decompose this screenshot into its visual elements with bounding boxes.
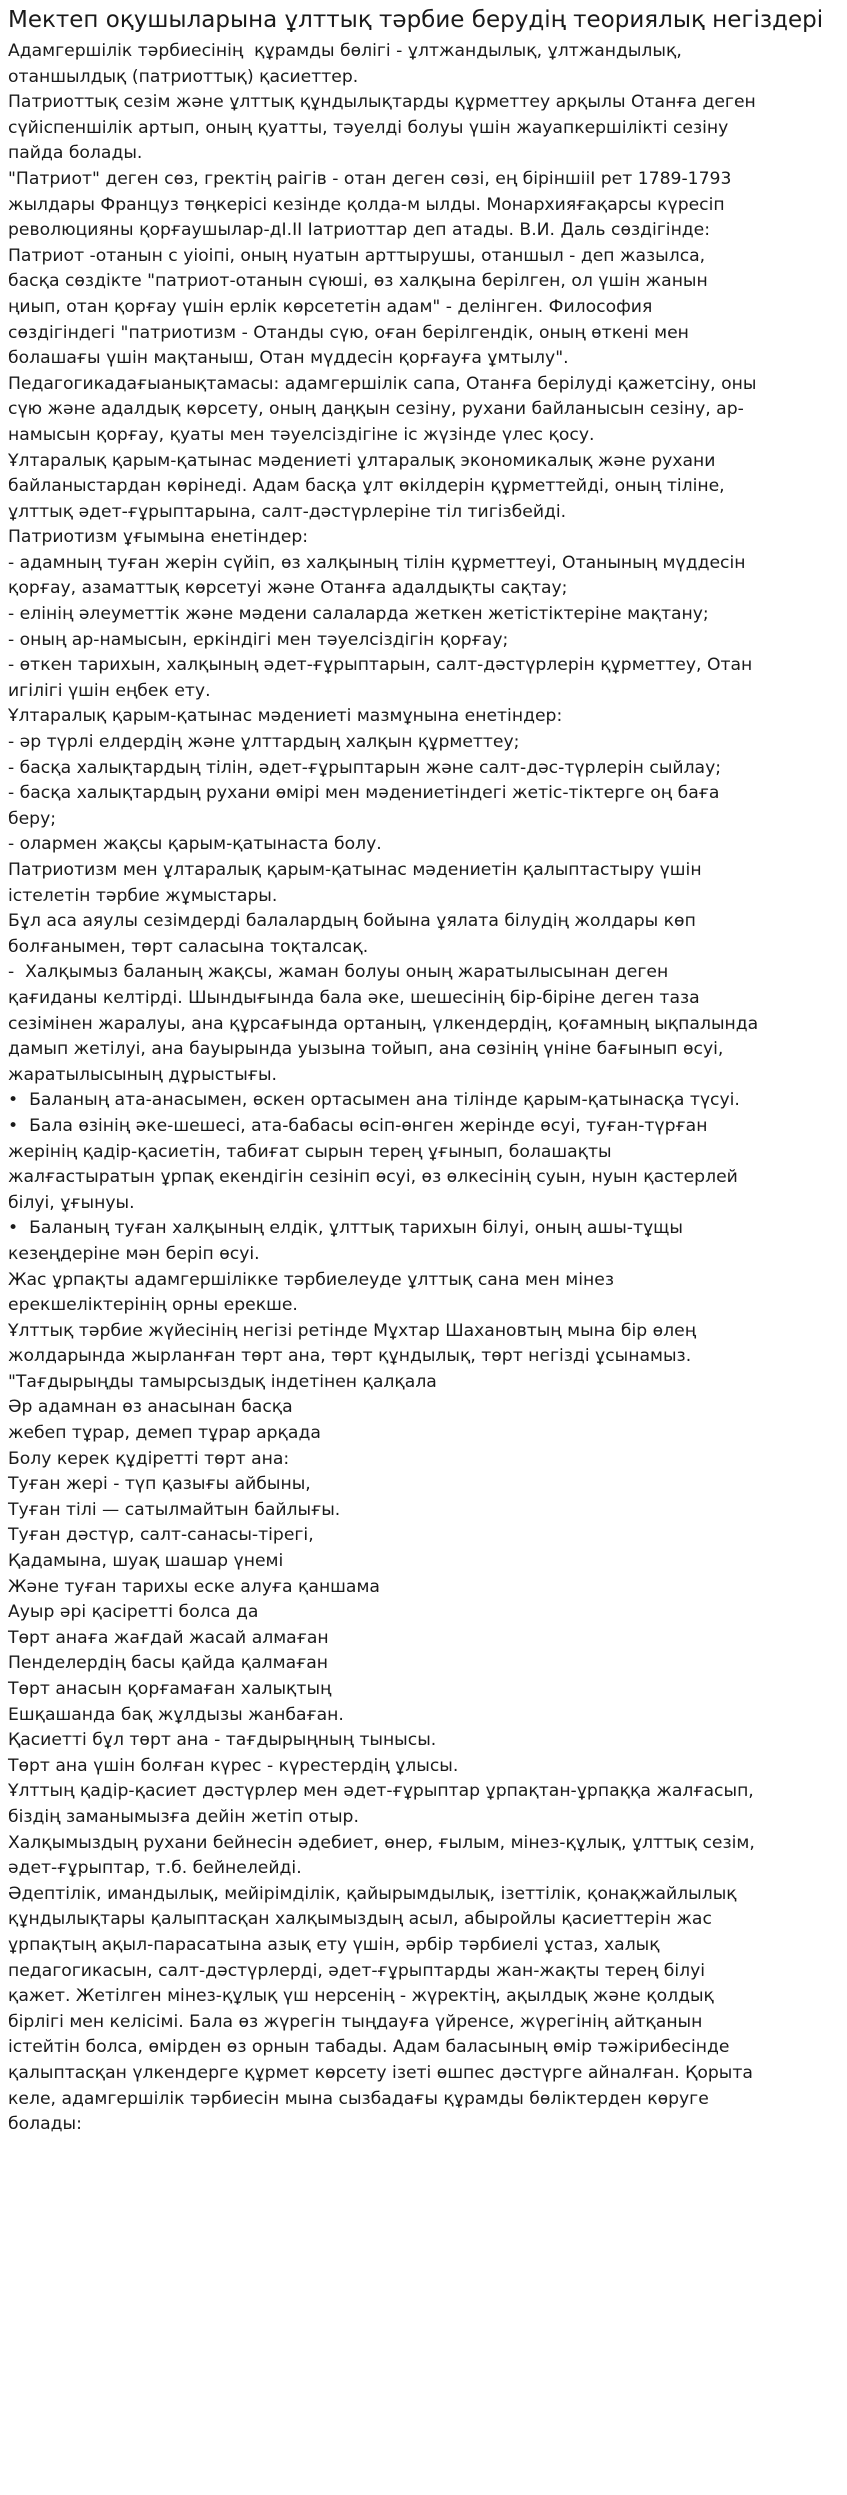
text-line: Туған тілі — сатылмайтын байлығы.	[8, 1499, 341, 1520]
text-line: Әр адамнан өз анасынан басқа	[8, 1397, 293, 1418]
text-line: пайда болады.	[8, 143, 143, 164]
text-line: ұлттық әдет-ғұрыптарына, салт-дәстүрлеріне тіл тигізбейді.	[8, 501, 567, 522]
text-line: жолдарында жырланған төрт ана, төрт құндылық, төрт негізді ұсынамыз.	[8, 1346, 692, 1367]
text-line: Ұлттық тәрбие жүйесінің негізі ретінде Мұхтар Шахановтың мына бір өлең	[8, 1320, 697, 1341]
text-line: • Бала өзінің әке-шешесі, ата-бабасы өсіп-өнген жерінде өсуі, туған-түрған	[8, 1115, 708, 1136]
text-line: Туған дәстүр, салт-санасы-тірегі,	[8, 1525, 314, 1546]
text-line: істелетін тәрбие жұмыстары.	[8, 885, 278, 906]
text-line: - өткен тарихын, халқының әдет-ғұрыптарын, салт-дәстүрлерін құрметтеу, Отан	[8, 655, 753, 676]
text-line: істейтін болса, өмірден өз орнын табады. Адам баласының өмір тәжірибесінде	[8, 2037, 730, 2058]
text-line: Төрт ана үшін болған күрес - күрестердің ұлысы.	[8, 1755, 459, 1776]
text-line: болады:	[8, 2114, 82, 2135]
text-line: Және туған тарихы еске алуға қаншама	[8, 1576, 380, 1597]
text-line: Бұл аса аяулы сезімдерді балалардың бойына ұялата білудің жолдары көп	[8, 911, 696, 932]
text-line: Әдептілік, имандылық, мейірімділік, қайырымдылық, ізеттілік, қонақжайлылық	[8, 1883, 737, 1904]
text-line: ңиып, отан қорғау үшін ерлік көрсететін адам" - делінген. Философия	[8, 296, 653, 317]
text-line: сүю және адалдық көрсету, оның даңқын сезіну, рухани байланысын сезіну, ар-	[8, 399, 744, 420]
text-line: "Патриот" деген сөз, гректің раігів - отан деген сөзі, ең біріншііІ рет 1789-1793	[8, 168, 732, 189]
text-line: Қадамына, шуақ шашар үнемі	[8, 1551, 284, 1572]
text-line: Халқымыздың рухани бейнесін әдебиет, өнер, ғылым, мінез-құлық, ұлттық сезім,	[8, 1832, 755, 1853]
text-line: жебеп тұрар, демеп тұрар арқада	[8, 1423, 321, 1444]
text-line: Төрт анасын қорғамаған халықтың	[8, 1679, 332, 1699]
text-line: намысын қорғау, қуаты мен тәуелсіздігіне іс жүзінде үлес қосу.	[8, 424, 595, 445]
text-line: сезімінен жаралуы, ана құрсағында ортаның, үлкендердің, қоғамның ықпалында	[8, 1013, 759, 1034]
text-line: • Баланың туған халқының елдік, ұлттық тарихын білуі, оның ашы-тұщы	[8, 1218, 683, 1239]
text-line: Ұлтаралық қарым-қатынас мәдениеті ұлтаралық экономикалық және рухани	[8, 450, 716, 471]
text-line: Педагогикадағыанықтамасы: адамгершілік сапа, Отанға берілуді қажетсіну, оны	[8, 373, 757, 394]
text-line: - олармен жақсы қарым-қатынаста болу.	[8, 834, 382, 855]
text-line: байланыстардан көрінеді. Адам басқа ұлт өкілдерін құрметтейді, оның тіліне,	[8, 476, 725, 497]
text-line: қорғау, азаматтық көрсетуі және Отанға адалдықты сақтау;	[8, 578, 568, 599]
text-line: Патриотизм ұғымына енетіндер:	[8, 527, 309, 548]
text-line: Патриоттық сезім және ұлттық құндылықтарды құрметтеу арқылы Отанға деген	[8, 92, 756, 113]
text-line: қажет. Жетілген мінез-құлық үш нерсенің - жүректің, ақылдық және қолдық	[8, 1986, 714, 2007]
text-line: Адамгершілік тәрбиесінің құрамды бөлігі - ұлтжандылық, ұлтжандылық,	[8, 41, 682, 61]
text-line: - басқа халықтардың тілін, әдет-ғұрыптарын және салт-дәс-түрлерін сыйлау;	[8, 757, 722, 778]
text-line: Ауыр әрі қасіретті болса да	[8, 1602, 259, 1623]
text-line: құндылықтары қалыптасқан халқымыздың асыл, абыройлы қасиеттерін жас	[8, 1909, 712, 1930]
text-line: жаратылысының дұрыстығы.	[8, 1064, 277, 1085]
text-line: игілігі үшін еңбек ету.	[8, 680, 211, 701]
text-line: жалғастыратын ұрпақ екендігін сезініп өсуі, өз өлкесінің суын, нуын қастерлей	[8, 1167, 738, 1188]
text-line: ұрпақтың ақыл-парасатына азық ету үшін, әрбір тәрбиелі ұстаз, халық	[8, 1934, 660, 1955]
text-line: сүйіспеншілік артып, оның қуатты, тәуелді болуы үшін жауапкершілікті сезіну	[8, 117, 729, 138]
text-line: беру;	[8, 808, 57, 829]
text-line: • Баланың ата-анасымен, өскен ортасымен ана тілінде қарым-қатынасқа түсуі.	[8, 1090, 740, 1111]
text-line: жылдары Француз төңкерісі кезінде қолда-м ылды. Монархияғақарсы күресіп	[8, 194, 725, 215]
text-line: Патриотизм мен ұлтаралық қарым-қатынас мәдениетін қалыптастыру үшін	[8, 860, 702, 880]
text-line: Жас ұрпақты адамгершілікке тәрбиелеуде ұлттық сана мен мінез	[8, 1269, 614, 1290]
text-line: Патриот -отанын с уіоіпі, оның нуатын арттырушы, отаншыл - деп жазылса,	[8, 245, 706, 266]
text-line: қағиданы келтірді. Шындығында бала әке, шешесінің бір-біріне деген таза	[8, 987, 700, 1008]
text-line: білуі, ұғынуы.	[8, 1192, 135, 1213]
text-line: келе, адамгершілік тәрбиесін мына сызбадағы құрамды бөліктерден көруге	[8, 2088, 709, 2109]
text-line: - адамның туған жерін сүйіп, өз халқының тілін құрметтеуі, Отанының мүддесін	[8, 552, 746, 573]
text-line: педагогикасын, салт-дәстүрлерді, әдет-ғұрыптарды жан-жақты терең білуі	[8, 1960, 706, 1981]
text-line: кезеңдеріне мән беріп өсуі.	[8, 1243, 260, 1264]
text-line: отаншылдық (патриоттық) қасиеттер.	[8, 66, 359, 87]
text-line: Туған жері - түп қазығы айбыны,	[8, 1474, 311, 1495]
text-line: ерекшеліктерінің орны ерекше.	[8, 1295, 298, 1316]
text-line: бірлігі мен келісімі. Бала өз жүрегін тыңдауға үйренсе, жүрегінің айтқанын	[8, 2011, 703, 2032]
text-line: жерінің қадір-қасиетін, табиғат сырын терең ұғынып, болашақты	[8, 1141, 612, 1162]
text-line: қалыптасқан үлкендерге құрмет көрсету ізеті өшпес дәстүрге айналған. Қорыта	[8, 2062, 753, 2083]
document-body	[8, 39, 841, 2138]
text-line: Ұлтаралық қарым-қатынас мәдениеті мазмұнына енетіндер:	[8, 706, 563, 727]
text-line: басқа сөздікте "патриот-отанын сүюші, өз халқына берілген, ол үшін жанын	[8, 271, 708, 292]
text-line: Пенделердің басы қайда қалмаған	[8, 1653, 329, 1674]
text-line: - оның ар-намысын, еркіндігі мен тәуелсіздігін қорғау;	[8, 629, 509, 650]
text-line: - Халқымыз баланың жақсы, жаман болуы оның жаратылысынан деген	[8, 962, 669, 983]
text-line: дамып жетілуі, ана бауырында уызына тойып, ана сөзінің үніне бағынып өсуі,	[8, 1039, 724, 1060]
text-line: біздің заманымызға дейін жетіп отыр.	[8, 1806, 359, 1827]
text-line: Төрт анаға жағдай жасай алмаған	[8, 1627, 329, 1648]
text-line: - басқа халықтардың рухани өмірі мен мәдениетіндегі жетіс-тіктерге оң баға	[8, 783, 720, 804]
text-line: болғанымен, төрт саласына тоқталсақ.	[8, 936, 369, 957]
text-line: Ұлттың қадір-қасиет дәстүрлер мен әдет-ғұрыптар ұрпақтан-ұрпаққа жалғасып,	[8, 1781, 754, 1802]
text-line: - әр түрлі елдердің және ұлттардың халқын құрметтеу;	[8, 732, 520, 753]
document-title: Мектеп оқушыларына ұлттық тәрбие берудің теориялық негіздері	[8, 7, 824, 33]
text-line: революцияны қорғаушылар-дІ.ІІ Іатриоттар деп атады. В.И. Даль сөздігінде:	[8, 220, 711, 241]
text-line: Болу керек құдіретті төрт ана:	[8, 1448, 290, 1469]
text-line: Ешқашанда бақ жұлдызы жанбаған.	[8, 1704, 344, 1725]
text-line: "Тағдырыңды тамырсыздық індетінен қалқала	[8, 1371, 437, 1392]
text-line: - елінің әлеуметтік және мәдени салаларда жеткен жетістіктеріне мақтану;	[8, 604, 709, 625]
text-line: сөздігіндегі "патриотизм - Отанды сүю, оған берілгендік, оның өткені мен	[8, 322, 689, 343]
text-line: болашағы үшін мақтаныш, Отан мүддесін қорғауға ұмтылу".	[8, 348, 569, 369]
text-line: Қасиетті бұл төрт ана - тағдырыңның тынысы.	[8, 1730, 437, 1751]
text-line: әдет-ғұрыптар, т.б. бейнелейді.	[8, 1858, 302, 1879]
